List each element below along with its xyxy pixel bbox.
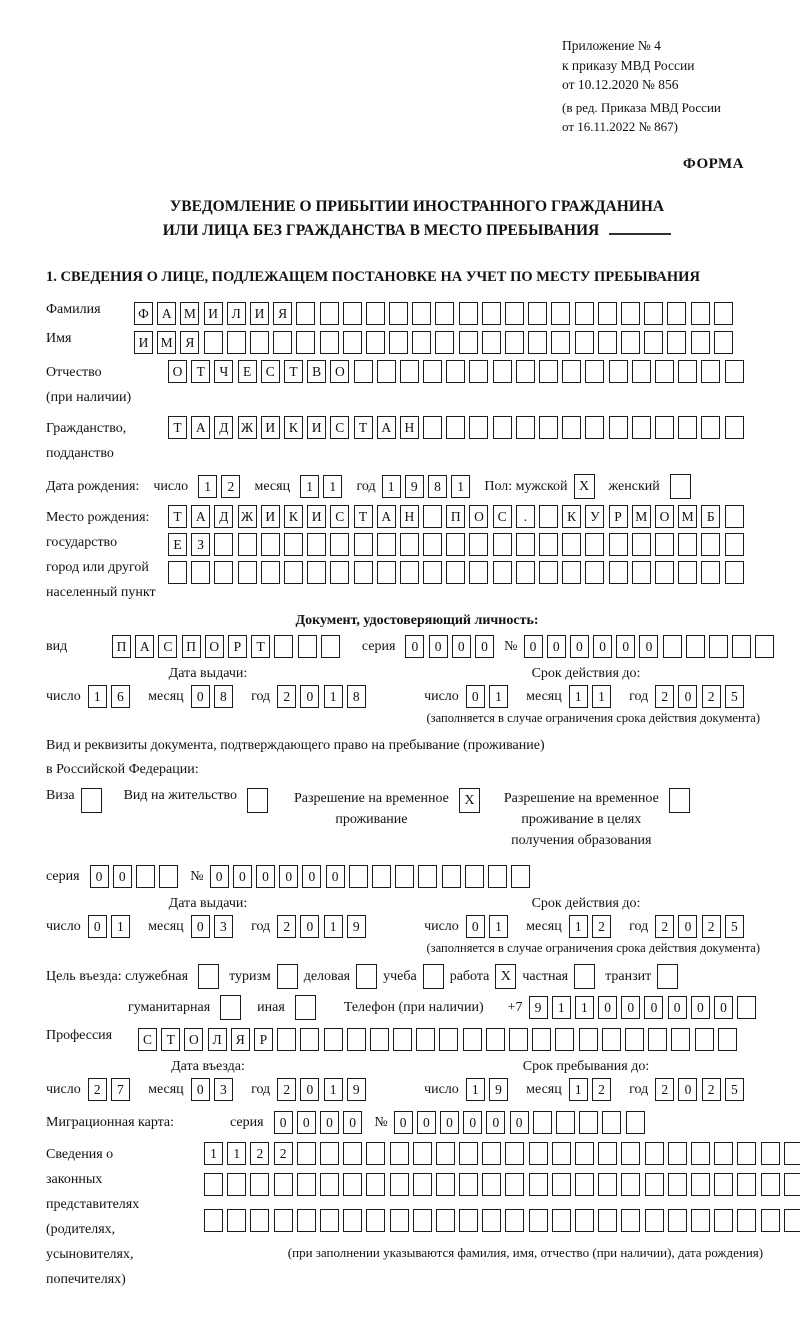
- purpose-humanitarian-label: гуманитарная: [128, 999, 211, 1015]
- purpose-study-checkbox[interactable]: [423, 964, 444, 989]
- year-label: год: [251, 918, 271, 934]
- temp-residence-edu-checkbox[interactable]: [669, 788, 690, 813]
- purpose-private-label: частная: [522, 968, 569, 984]
- day-label: число: [424, 918, 459, 934]
- purpose-humanitarian-checkbox[interactable]: [220, 995, 241, 1020]
- residence-doc-checkboxes: [46, 788, 788, 851]
- issue-date-title: Дата выдачи:: [168, 896, 248, 911]
- valid-until-title: Срок действия до:: [531, 666, 641, 682]
- sex-female-checkbox[interactable]: [670, 474, 691, 499]
- doc-series-cells[interactable]: 0 0 0 0: [405, 635, 498, 658]
- representatives-block: [46, 1142, 788, 1292]
- appendix-line: Приложение № 4: [562, 38, 661, 53]
- birthplace-label-line2: государство: [46, 535, 118, 551]
- purpose-business-checkbox[interactable]: [356, 964, 377, 989]
- permit-issue-col: [46, 896, 370, 938]
- month-label: месяц: [148, 1081, 184, 1097]
- phone-cells[interactable]: 9 1 1 0 0 0 0 0 0: [529, 996, 761, 1019]
- doc-issue-col: [46, 666, 370, 708]
- purpose-transit-label: транзит: [605, 968, 652, 984]
- identity-doc-row: [46, 635, 788, 658]
- valid-until-title: Срок действия до:: [531, 896, 641, 911]
- birthplace-label-line1: Место рождения:: [46, 510, 150, 526]
- representatives-cells-row2[interactable]: [204, 1173, 800, 1196]
- representatives-note: (при заполнении указываются фамилия, имя, отчество (при наличии), дата рождения): [287, 1245, 764, 1260]
- permit-series-label: серия: [46, 868, 80, 884]
- appendix-line: от 16.11.2022 № 867): [562, 118, 679, 134]
- birthplace-label: [46, 505, 168, 605]
- doc-dates-section: [46, 666, 788, 708]
- birthplace-cells-group: [168, 505, 748, 594]
- representatives-label-line: Сведения о: [46, 1147, 114, 1162]
- permit-valid-month-cells[interactable]: 1 2: [569, 915, 615, 938]
- doc-valid-year-cells[interactable]: 2 0 2 5: [655, 685, 748, 708]
- month-label: месяц: [148, 688, 184, 704]
- entry-dates-section: [46, 1059, 788, 1101]
- doc-valid-day-cells[interactable]: 0 1: [466, 685, 512, 708]
- year-label: год: [356, 478, 376, 494]
- representatives-label-line: усыновителях,: [46, 1247, 134, 1262]
- phone-prefix: +7: [507, 999, 523, 1015]
- birthplace-label-line3: город или другой: [46, 560, 149, 576]
- temp-residence-label: Разрешение на временное проживание: [293, 791, 449, 827]
- sex-male-label: Пол: мужской: [484, 478, 568, 494]
- name-cells[interactable]: И М Я: [134, 331, 737, 354]
- birthplace-block: [46, 505, 788, 605]
- name-row: [46, 331, 788, 354]
- purpose-row-2: [46, 995, 788, 1020]
- citizenship-label: [46, 416, 168, 466]
- stay-until-title: Срок пребывания до:: [522, 1059, 650, 1074]
- title-line-2: ИЛИ ЛИЦА БЕЗ ГРАЖДАНСТВА В МЕСТО ПРЕБЫВАНИЯ: [46, 219, 788, 243]
- birthplace-cells-row1[interactable]: Т А Д Ж И К И С Т А Н П О С . К У Р М О М Б: [168, 505, 748, 528]
- representatives-label-line: (родителях,: [46, 1222, 116, 1237]
- valid-note: (заполняется в случае ограничения срока действия документа): [426, 941, 760, 955]
- permit-issue-day-cells[interactable]: 0 1: [88, 915, 134, 938]
- patronymic-row: [46, 360, 788, 410]
- citizenship-row: [46, 416, 788, 466]
- doc-issue-month-cells[interactable]: 0 8: [191, 685, 237, 708]
- doc-valid-col: [424, 666, 748, 708]
- entry-month-cells[interactable]: 0 3: [191, 1078, 237, 1101]
- month-label: месяц: [254, 478, 291, 494]
- month-label: месяц: [526, 688, 562, 704]
- purpose-transit-checkbox[interactable]: [657, 964, 678, 989]
- purpose-tourism-checkbox[interactable]: [277, 964, 298, 989]
- representatives-cells-row1[interactable]: 1 1 2 2: [204, 1142, 800, 1165]
- residence-permit-label: Вид на жительство: [123, 788, 237, 803]
- entry-date-col: [46, 1059, 370, 1101]
- permit-issue-year-cells[interactable]: 2 0 1 9: [277, 915, 370, 938]
- permit-number-label: №: [190, 868, 204, 884]
- purpose-row-1: [46, 964, 788, 989]
- temp-residence-edu-label: Разрешение на временное проживание в целях получения образования: [503, 791, 659, 848]
- entry-year-cells[interactable]: 2 0 1 9: [277, 1078, 370, 1101]
- residence-doc-heading: [46, 734, 788, 782]
- doc-valid-month-cells[interactable]: 1 1: [569, 685, 615, 708]
- day-label: число: [424, 688, 459, 704]
- sex-female-label: женский: [608, 478, 660, 494]
- title-underline: [609, 220, 671, 235]
- purpose-other-checkbox[interactable]: [295, 995, 316, 1020]
- stay-until-col: [424, 1059, 748, 1101]
- day-label: число: [424, 1081, 459, 1097]
- citizenship-label-line1: Гражданство,: [46, 421, 127, 437]
- birth-day-cells[interactable]: 1 2: [198, 475, 244, 498]
- appendix-block: [562, 36, 762, 136]
- permit-issue-month-cells[interactable]: 0 3: [191, 915, 237, 938]
- permit-valid-year-cells[interactable]: 2 0 2 5: [655, 915, 748, 938]
- birthdate-row: [46, 474, 788, 499]
- purpose-study-label: учеба: [383, 968, 417, 984]
- purpose-other-label: иная: [257, 999, 285, 1015]
- day-label: число: [46, 918, 81, 934]
- permit-number-cells[interactable]: 0 0 0 0 0 0: [210, 865, 535, 888]
- birth-month-cells[interactable]: 1 1: [300, 475, 346, 498]
- migration-series-cells[interactable]: 0 0 0 0: [274, 1111, 367, 1134]
- migration-number-cells[interactable]: 0 0 0 0 0 0: [394, 1111, 649, 1134]
- doc-kind-label: вид: [46, 638, 68, 654]
- representatives-cells-row3[interactable]: [204, 1209, 800, 1232]
- surname-label: Фамилия: [46, 302, 101, 318]
- citizenship-cells[interactable]: Т А Д Ж И К И С Т А Н: [168, 416, 748, 439]
- representatives-label-line: попечителях): [46, 1272, 126, 1287]
- visa-checkbox[interactable]: [81, 788, 102, 813]
- stay-day-cells[interactable]: 1 9: [466, 1078, 512, 1101]
- appendix-line: к приказу МВД России: [562, 57, 695, 73]
- appendix-line: (в ред. Приказа МВД России: [562, 99, 721, 115]
- temp-residence-checkbox[interactable]: X: [459, 788, 480, 813]
- purpose-official-checkbox[interactable]: [198, 964, 219, 989]
- day-label: число: [153, 478, 189, 494]
- birthplace-cells-row3[interactable]: [168, 561, 748, 584]
- patronymic-label-line2: (при наличии): [46, 390, 132, 406]
- phone-label: Телефон (при наличии): [343, 999, 484, 1015]
- migration-number-label: №: [374, 1114, 388, 1130]
- migration-card-row: [46, 1111, 788, 1134]
- doc-issue-year-cells[interactable]: 2 0 1 8: [277, 685, 370, 708]
- profession-cells[interactable]: С Т О Л Я Р: [138, 1028, 741, 1051]
- permit-valid-day-cells[interactable]: 0 1: [466, 915, 512, 938]
- identity-doc-heading: Документ, удостоверяющий личность:: [295, 613, 539, 629]
- representatives-label-line: представителях: [46, 1197, 140, 1212]
- profession-label: Профессия: [46, 1028, 113, 1043]
- permit-dates-section: [46, 896, 788, 938]
- purpose-tourism-label: туризм: [229, 968, 271, 984]
- doc-number-label: №: [504, 638, 518, 654]
- permit-series-row: [46, 865, 788, 888]
- surname-row: [46, 302, 788, 325]
- year-label: год: [629, 1081, 649, 1097]
- day-label: число: [46, 1081, 81, 1097]
- surname-cells[interactable]: Ф А М И Л И Я: [134, 302, 737, 325]
- page-title: [46, 195, 788, 243]
- birthplace-label-line4: населенный пункт: [46, 585, 156, 601]
- purpose-private-checkbox[interactable]: [574, 964, 595, 989]
- year-label: год: [251, 688, 271, 704]
- form-label: ФОРМА: [682, 156, 744, 173]
- residence-permit-checkbox[interactable]: [247, 788, 268, 813]
- doc-issue-day-cells[interactable]: 1 6: [88, 685, 134, 708]
- year-label: год: [629, 688, 649, 704]
- day-label: число: [46, 688, 81, 704]
- month-label: месяц: [526, 918, 562, 934]
- issue-date-title: Дата выдачи:: [168, 666, 248, 682]
- doc-series-label: серия: [361, 638, 396, 654]
- title-line-1: УВЕДОМЛЕНИЕ О ПРИБЫТИИ ИНОСТРАННОГО ГРАЖДАНИНА: [169, 198, 665, 216]
- year-label: год: [629, 918, 649, 934]
- appendix-line: от 10.12.2020 № 856: [562, 77, 679, 93]
- entry-date-title: Дата въезда:: [171, 1059, 245, 1074]
- patronymic-cells[interactable]: О Т Ч Е С Т В О: [168, 360, 748, 383]
- migration-card-label: Миграционная карта:: [46, 1114, 175, 1130]
- section1-heading: 1. СВЕДЕНИЯ О ЛИЦЕ, ПОДЛЕЖАЩЕМ ПОСТАНОВКЕ НА УЧЕТ ПО МЕСТУ ПРЕБЫВАНИЯ: [46, 269, 700, 286]
- year-label: год: [251, 1081, 271, 1097]
- stay-month-cells[interactable]: 1 2: [569, 1078, 615, 1101]
- visa-label: Виза: [46, 788, 75, 803]
- representatives-cells-group: [204, 1142, 800, 1261]
- residence-doc-line2: в Российской Федерации:: [46, 762, 199, 778]
- purpose-work-checkbox[interactable]: X: [495, 964, 516, 989]
- doc-number-cells[interactable]: 0 0 0 0 0 0: [524, 635, 779, 658]
- purpose-work-label: работа: [449, 968, 490, 984]
- patronymic-label-line1: Отчество: [46, 365, 102, 381]
- doc-kind-cells[interactable]: П А С П О Р Т: [112, 635, 344, 658]
- stay-year-cells[interactable]: 2 0 2 5: [655, 1078, 748, 1101]
- representatives-label-line: законных: [46, 1172, 103, 1187]
- purpose-business-label: деловая: [303, 968, 351, 984]
- migration-series-label: серия: [230, 1114, 264, 1130]
- permit-valid-col: [424, 896, 748, 938]
- representatives-label: [46, 1142, 204, 1292]
- profession-row: [46, 1028, 788, 1051]
- residence-doc-line1: Вид и реквизиты документа, подтверждающего право на пребывание (проживание): [46, 738, 545, 754]
- month-label: месяц: [148, 918, 184, 934]
- permit-series-cells[interactable]: 0 0: [90, 865, 183, 888]
- patronymic-label: [46, 360, 168, 410]
- name-label: Имя: [46, 331, 72, 347]
- birthdate-label: Дата рождения:: [46, 478, 140, 494]
- month-label: месяц: [526, 1081, 562, 1097]
- purpose-official-label: Цель въезда: служебная: [46, 968, 189, 984]
- citizenship-label-line2: подданство: [46, 446, 114, 462]
- birth-year-cells[interactable]: 1 9 8 1: [382, 475, 475, 498]
- birthplace-cells-row2[interactable]: Е З: [168, 533, 748, 556]
- entry-day-cells[interactable]: 2 7: [88, 1078, 134, 1101]
- valid-note: (заполняется в случае ограничения срока действия документа): [426, 711, 760, 726]
- sex-male-checkbox[interactable]: X: [574, 474, 595, 499]
